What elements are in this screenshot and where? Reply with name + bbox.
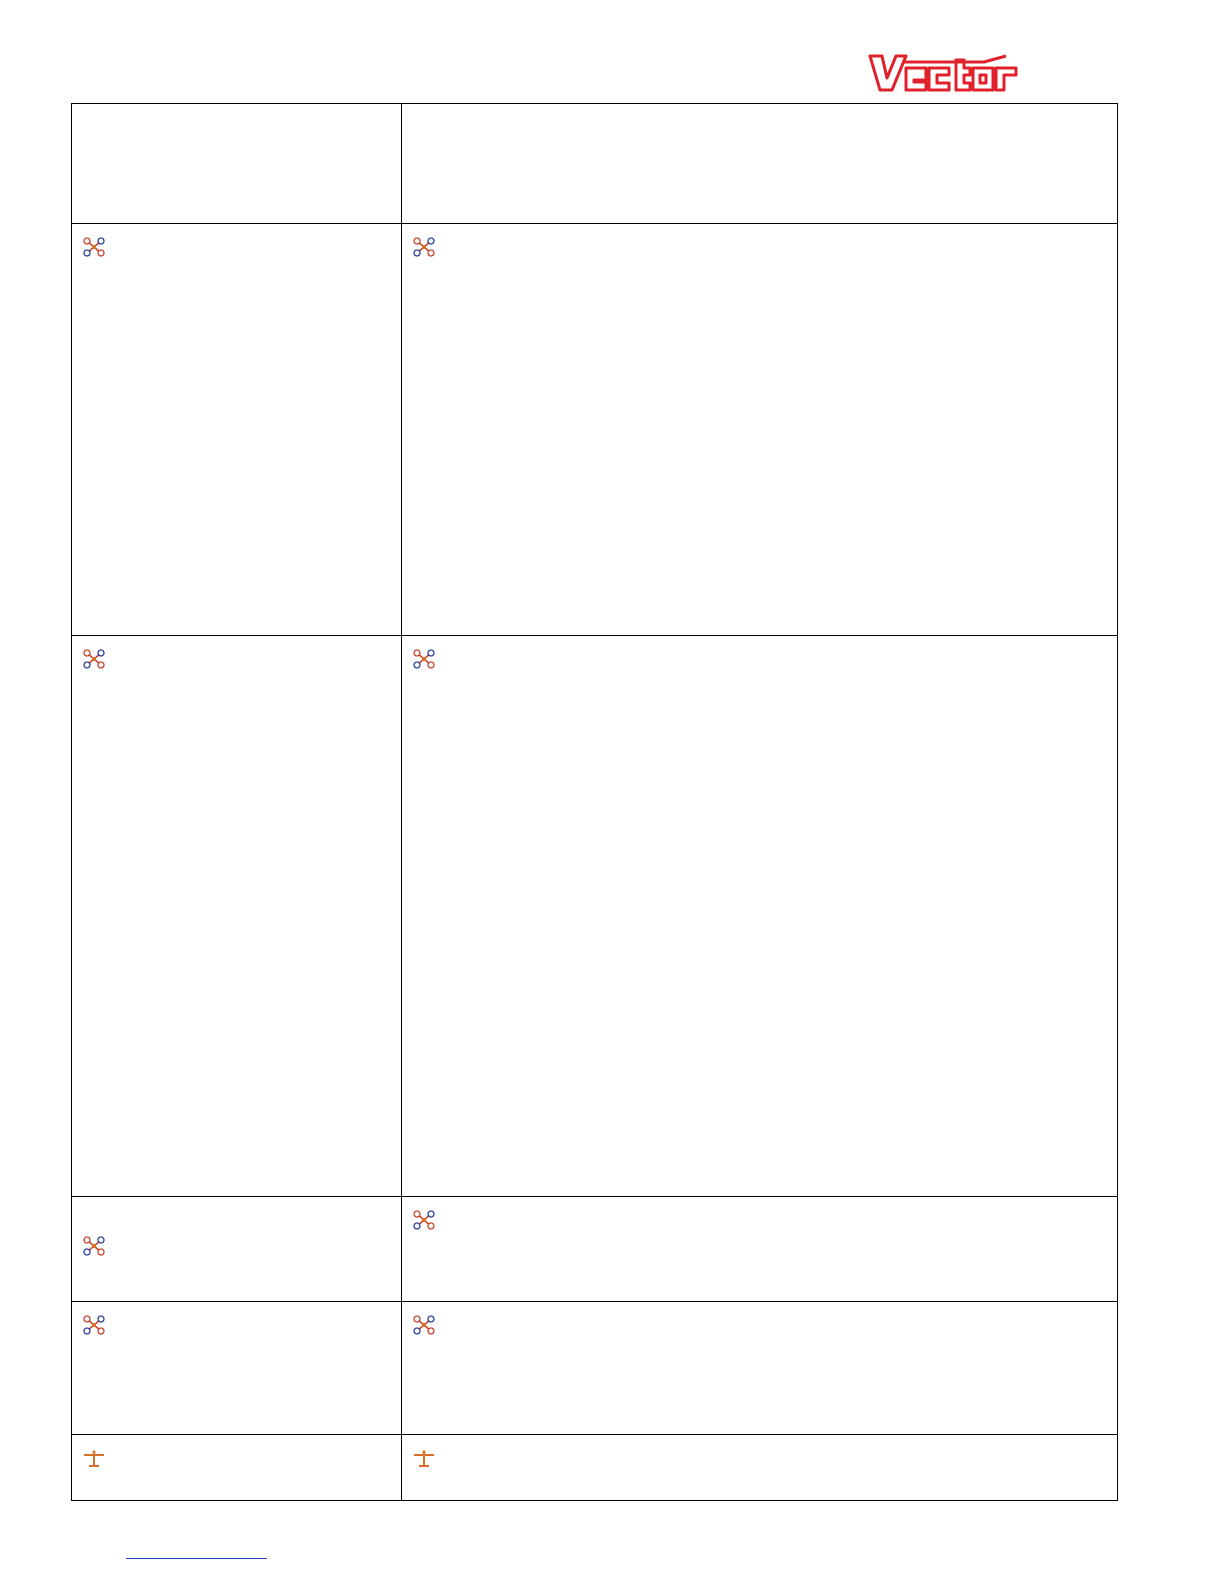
table-cell-right [402, 1302, 1118, 1435]
table-row [72, 1197, 1118, 1302]
quadcopter-icon [82, 236, 106, 258]
table-cell-right [402, 636, 1118, 1197]
quadcopter-icon [82, 648, 106, 670]
content-table [71, 103, 1118, 1501]
table-cell-left [72, 1302, 402, 1435]
quadcopter-icon [412, 236, 436, 258]
cell-text [402, 1302, 1117, 1312]
table-cell-right [402, 104, 1118, 224]
quadcopter-icon [82, 1314, 106, 1336]
table-row [72, 104, 1118, 224]
cell-text [402, 104, 1117, 114]
table-cell-left [72, 104, 402, 224]
table-cell-left [72, 224, 402, 636]
airplane-icon [412, 1449, 436, 1471]
table-row [72, 636, 1118, 1197]
cell-text [72, 1197, 401, 1207]
vector-logo [866, 52, 1018, 94]
table-cell-left [72, 1197, 402, 1302]
cell-text [402, 1435, 1117, 1445]
table-cell-right [402, 1197, 1118, 1302]
quadcopter-icon [82, 1235, 106, 1257]
airplane-icon [82, 1449, 106, 1471]
cell-text [402, 1197, 1117, 1207]
quadcopter-icon [412, 1314, 436, 1336]
table-cell-left [72, 1435, 402, 1501]
cell-text [402, 224, 1117, 234]
table-cell-right [402, 224, 1118, 636]
quadcopter-icon [412, 648, 436, 670]
table-cell-left [72, 636, 402, 1197]
cell-text [72, 1302, 401, 1312]
table-row [72, 1302, 1118, 1435]
cell-text [72, 224, 401, 234]
cell-text [72, 636, 401, 646]
table-row [72, 224, 1118, 636]
cell-text [72, 1435, 401, 1445]
quadcopter-icon [412, 1209, 436, 1231]
table-cell-right [402, 1435, 1118, 1501]
cell-text [72, 104, 401, 114]
table-row [72, 1435, 1118, 1501]
footer-link[interactable] [126, 1558, 267, 1559]
cell-text [402, 636, 1117, 646]
